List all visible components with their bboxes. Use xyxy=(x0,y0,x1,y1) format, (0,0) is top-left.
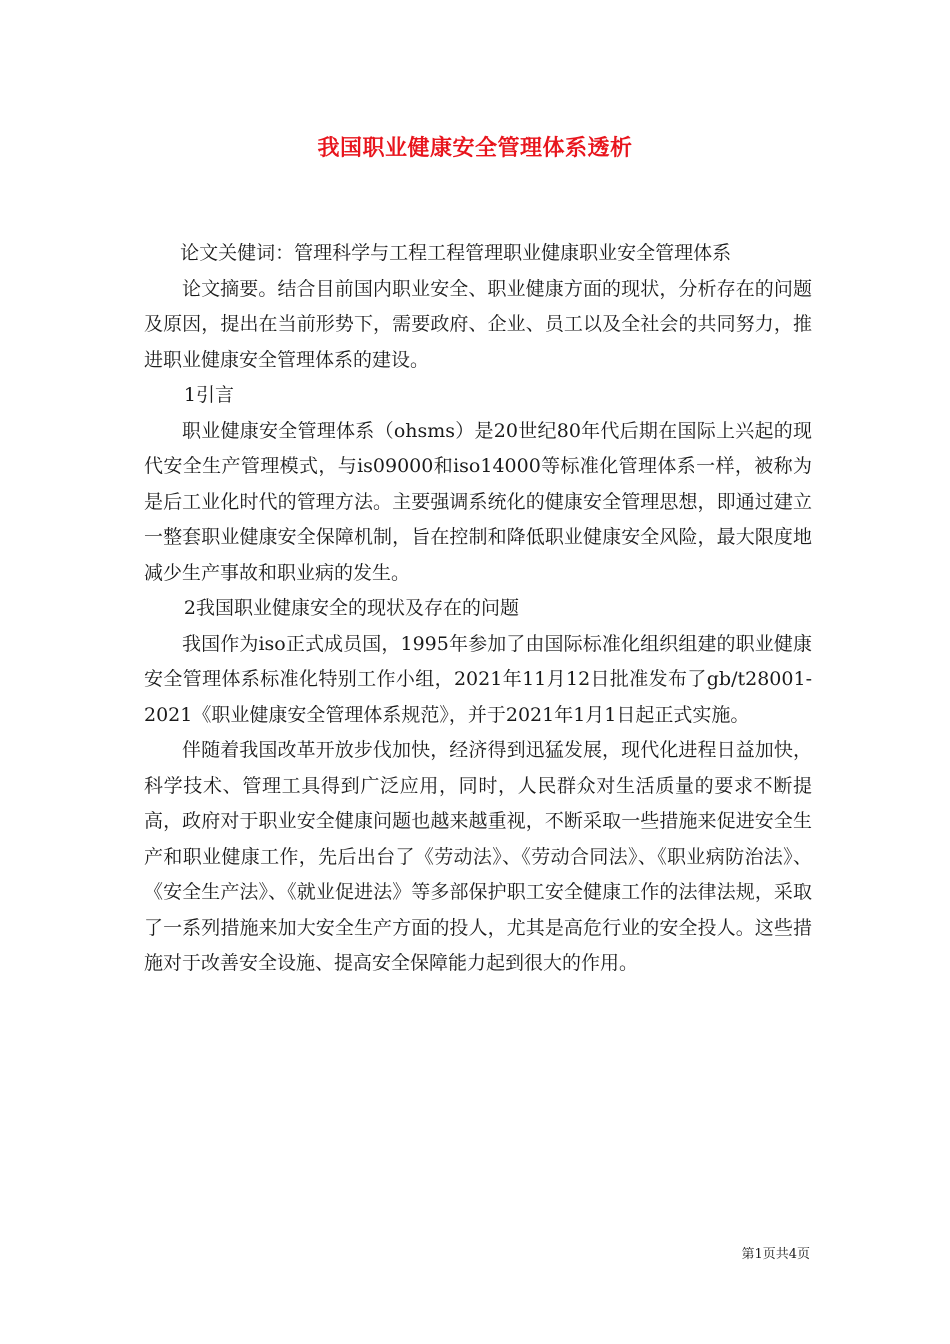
page-number-footer: 第1页共4页 xyxy=(741,1247,810,1262)
document-title: 我国职业健康安全管理体系透析 xyxy=(317,135,633,161)
body-paragraph: 我国作为iso正式成员国，1995年参加了由国际标准化组织组建的职业健康安全管理体系标准化特别工作小组，2021年11月12日批准发布了gb/t28001-2021《职业健康安全管理体系规范》，并于2021年1月1日起正式实施。 xyxy=(144,632,812,726)
document-body xyxy=(144,236,812,982)
section-heading-introduction: 1引言 xyxy=(183,384,234,406)
abstract-paragraph: 论文摘要。结合目前国内职业安全、职业健康方面的现状，分析存在的问题及原因，提出在当前形势下，需要政府、企业、员工以及全社会的共同努力，推进职业健康安全管理体系的建设。 xyxy=(144,277,812,371)
body-paragraph: 伴随着我国改革开放步伐加快，经济得到迅猛发展，现代化进程日益加快，科学技术、管理工具得到广泛应用，同时，人民群众对生活质量的要求不断提高，政府对于职业安全健康问题也越来越重视，不断采取一些措施来促进安全生产和职业健康工作，先后出台了《劳动法》、《劳动合同法》、《职业病防治法》、《安全生产法》、《就业促进法》等多部保护职工安全健康工作的法律法规，采取了一系列措施来加大安全生产方面的投人，尤其是高危行业的安全投人。这些措施对于改善安全设施、提高安全保障能力起到很大的作用。 xyxy=(144,739,812,974)
body-paragraph: 职业健康安全管理体系（ohsms）是20世纪80年代后期在国际上兴起的现代安全生产管理模式，与is09000和iso14000等标准化管理体系一样，被称为是后工业化时代的管理方法。主要强调系统化的健康安全管理思想，即通过建立一整套职业健康安全保障机制，旨在控制和降低职业健康安全风险，最大限度地减少生产事故和职业病的发生。 xyxy=(144,419,812,584)
section-heading-status: 2我国职业健康安全的现状及存在的问题 xyxy=(183,597,519,619)
keywords-paragraph: 论文关健词：管理科学与工程工程管理职业健康职业安全管理体系 xyxy=(180,242,732,264)
